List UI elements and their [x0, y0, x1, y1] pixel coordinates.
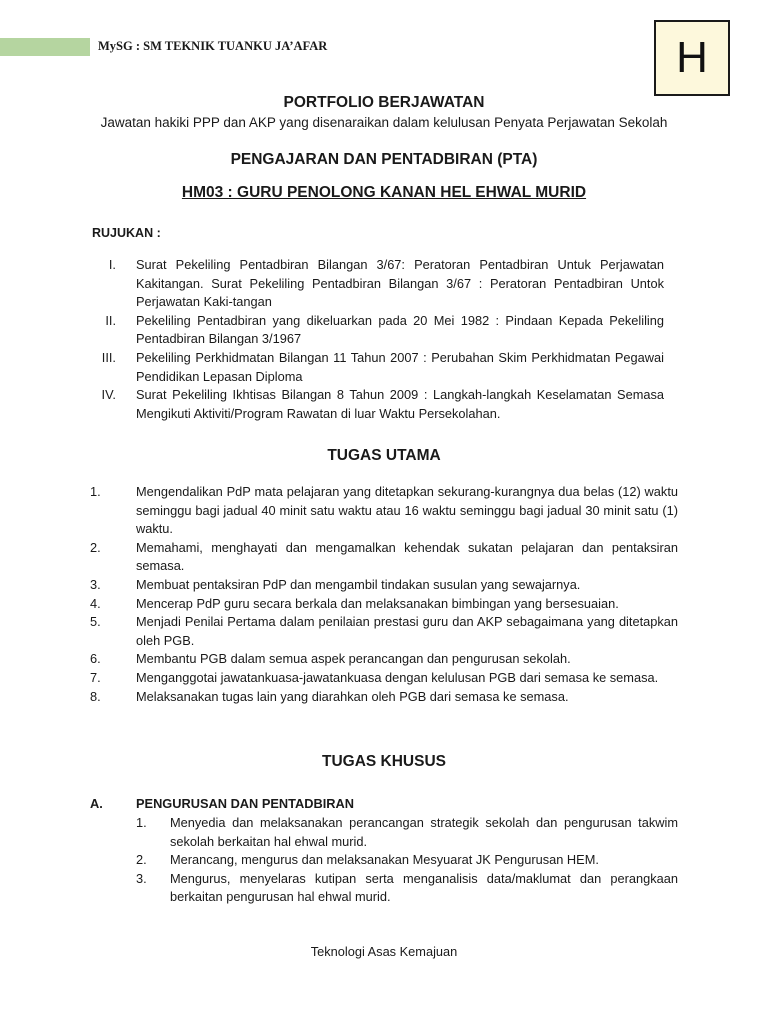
list-item-text: Mencerap PdP guru secara berkala dan melaksanakan bimbingan yang bersesuaian.	[136, 595, 619, 611]
list-item-text: Pekeliling Pentadbiran yang dikeluarkan pada 20 Mei 1982 : Pindaan Kepada Pekeliling Pentadbiran Bilangan 3/1967	[136, 312, 664, 347]
list-item	[92, 256, 664, 312]
section-title: PENGAJARAN DAN PENTADBIRAN (PTA)	[230, 151, 538, 168]
section-a-title: PENGURUSAN DAN PENTADBIRAN	[136, 796, 355, 811]
section-a-letter: A.	[90, 796, 103, 811]
list-item-number: I.	[108, 257, 116, 272]
list-item	[136, 851, 678, 870]
list-item	[90, 483, 678, 539]
list-item	[90, 595, 678, 614]
list-item	[136, 870, 678, 907]
list-item-number: 3.	[136, 870, 147, 886]
list-item	[90, 669, 678, 688]
list-item	[90, 613, 678, 650]
document-subtitle: Jawatan hakiki PPP dan AKP yang disenaraikan dalam kelulusan Penyata Perjawatan Sekolah	[100, 115, 668, 130]
list-item	[90, 576, 678, 595]
list-item	[90, 650, 678, 669]
list-item-number: 5.	[90, 614, 101, 630]
list-item-text: Menjadi Penilai Pertama dalam penilaian prestasi guru dan AKP sebagaimana yang ditetapkan oleh PGB.	[136, 614, 678, 648]
list-item-text: Melaksanakan tugas lain yang diarahkan oleh PGB dari semasa ke semasa.	[136, 688, 569, 704]
list-item-number: 2.	[90, 539, 101, 555]
list-item-text: Mengurus, menyelaras kutipan serta menganalisis data/maklumat dan perangkaan berkaitan pengurusan hal ehwal murid.	[170, 870, 678, 905]
list-item-number: II.	[105, 312, 116, 328]
list-item	[92, 386, 664, 423]
list-item-text: Merancang, mengurus dan melaksanakan Mesyuarat JK Pengurusan HEM.	[170, 852, 599, 868]
header-accent-bar	[0, 38, 90, 56]
list-item-number: 8.	[90, 688, 101, 704]
footer-motto: Teknologi Asas Kemajuan	[310, 944, 458, 959]
list-item-text: Menyedia dan melaksanakan perancangan strategik sekolah dan pengurusan takwim sekolah berkaitan hal ehwal murid.	[170, 815, 678, 849]
list-item	[90, 539, 678, 576]
list-item-number: 4.	[90, 595, 101, 611]
school-header: MySG : SM TEKNIK TUANKU JA’AFAR	[98, 39, 328, 53]
section-a-list	[136, 814, 678, 907]
tugas-khusus-heading: TUGAS KHUSUS	[321, 753, 446, 770]
document-title: PORTFOLIO BERJAWATAN	[283, 94, 485, 111]
list-item-number: 3.	[90, 576, 101, 592]
section-letter-box: H	[654, 20, 730, 96]
tugas-utama-heading: TUGAS UTAMA	[327, 447, 441, 464]
list-item-text: Membuat pentaksiran PdP dan mengambil tindakan susulan yang sewajarnya.	[136, 576, 581, 592]
list-item-text: Menganggotai jawatankuasa-jawatankuasa dengan kelulusan PGB dari semasa ke semasa.	[136, 669, 659, 685]
list-item-text: Pekeliling Perkhidmatan Bilangan 11 Tahun 2007 : Perubahan Skim Perkhidmatan Pegawai Pendidikan Lepasan Diploma	[136, 349, 664, 384]
list-item-number: 1.	[136, 815, 147, 830]
list-item-text: Membantu PGB dalam semua aspek perancangan dan pengurusan sekolah.	[136, 651, 571, 667]
list-item-number: 6.	[90, 651, 101, 667]
list-item-text: Memahami, menghayati dan mengamalkan kehendak sukatan pelajaran dan pentaksiran semasa.	[136, 539, 678, 574]
list-item	[92, 312, 664, 349]
list-item-text: Surat Pekeliling Ikhtisas Bilangan 8 Tahun 2009 : Langkah-langkah Keselamatan Semasa Mengikuti Aktiviti/Program Rawatan di luar Waktu Persekolahan.	[136, 387, 664, 421]
list-item-text: Surat Pekeliling Pentadbiran Bilangan 3/67: Peratoran Pentadbiran Untuk Perjawatan Kakitangan. Surat Pekeliling Pentadbiran Bilangan 3/67 : Peratoran Pentadbiran Untok Perjawatan Kaki-tangan	[136, 257, 664, 310]
list-item-text: Mengendalikan PdP mata pelajaran yang ditetapkan sekurang-kurangnya dua belas (12) waktu seminggu bagi jadual 40 minit satu waktu atau 16 waktu seminggu bagi jadual 30 minit satu (1) waktu.	[136, 484, 678, 537]
list-item-number: IV.	[101, 387, 116, 403]
list-item-number: 2.	[136, 852, 147, 868]
role-title: HM03 : GURU PENOLONG KANAN HEL EHWAL MURID	[181, 184, 587, 201]
reference-list	[92, 256, 664, 423]
rujukan-label: RUJUKAN :	[92, 226, 161, 240]
list-item	[136, 814, 678, 851]
list-item	[92, 349, 664, 386]
list-item	[90, 688, 678, 707]
list-item-number: 7.	[90, 669, 101, 685]
list-item-number: 1.	[90, 484, 101, 499]
list-item-number: III.	[101, 349, 116, 365]
tugas-utama-list	[90, 483, 678, 706]
